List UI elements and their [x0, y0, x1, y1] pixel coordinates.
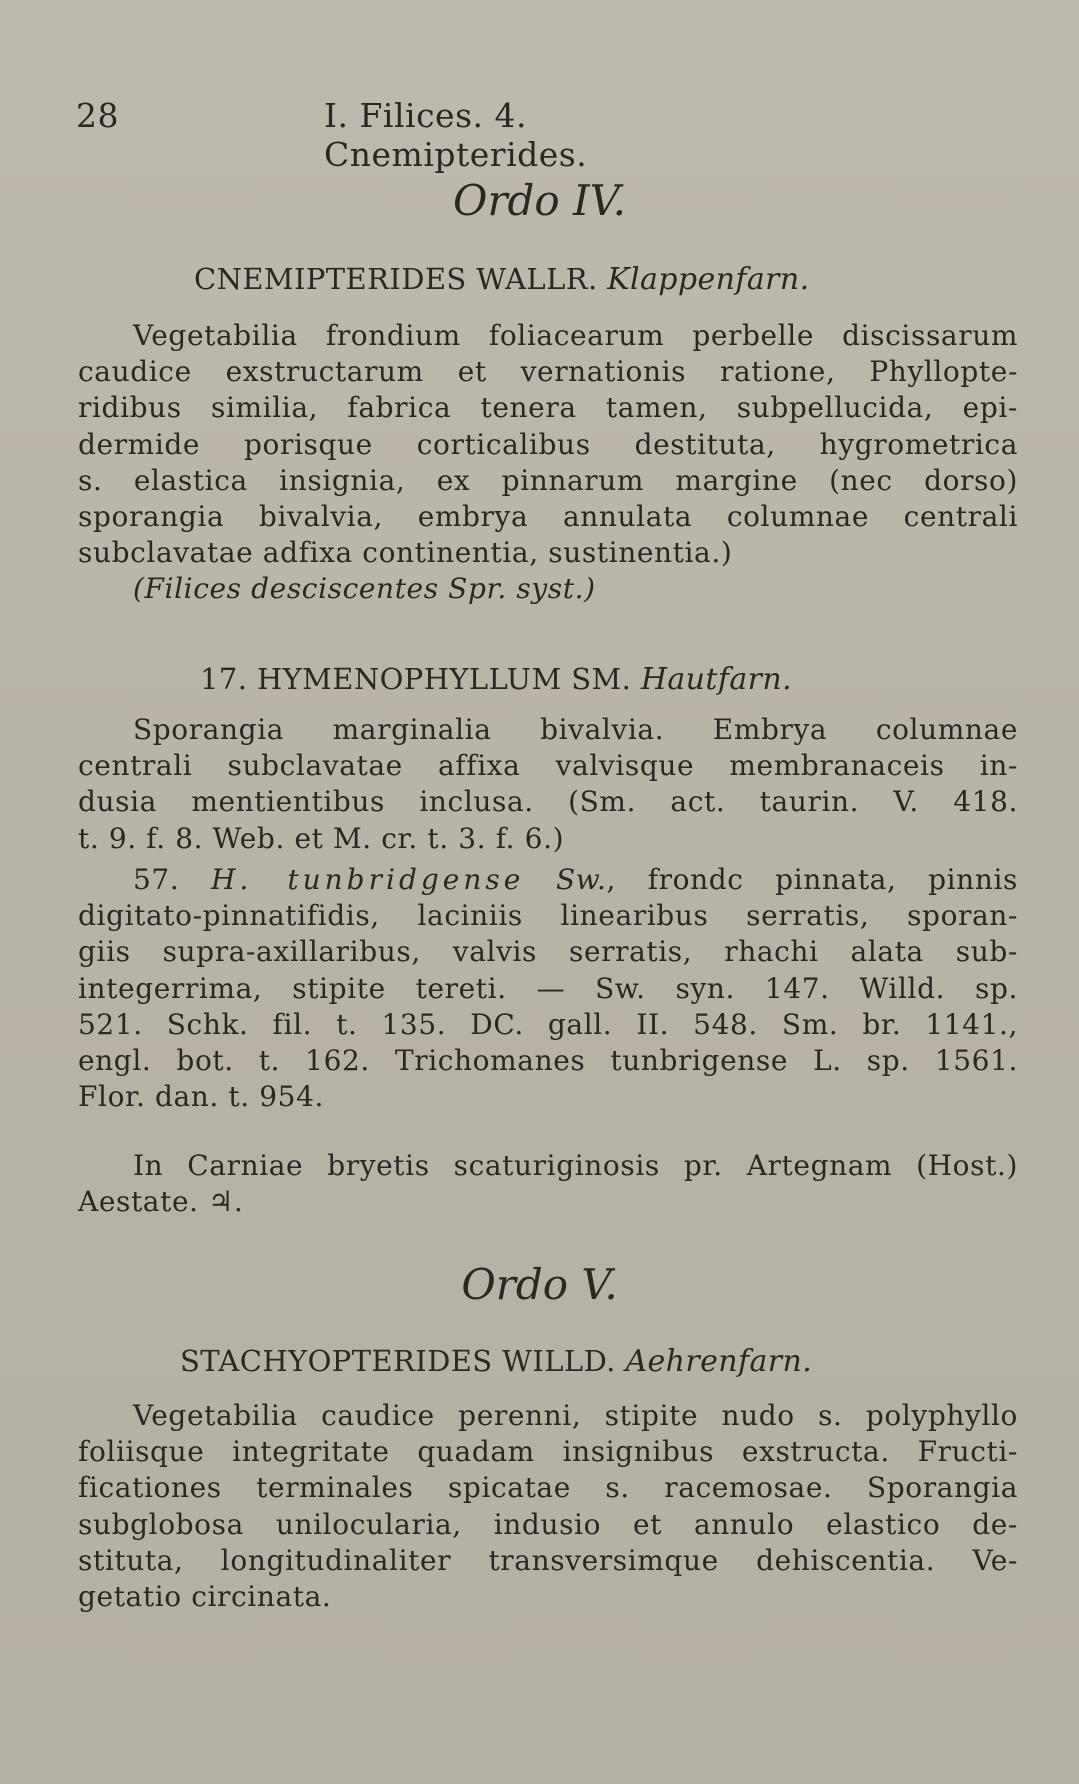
text-line: 521. Schk. fil. t. 135. DC. gall. II. 548. Sm. br. 1141., — [78, 1007, 1018, 1041]
text-line: Sporangia marginalia bivalvia. Embrya columnae — [133, 713, 1018, 746]
text-line: digitato-pinnatifidis, laciniis linearibus serratis, sporan- — [78, 899, 1018, 933]
text-line: getatio circinata. — [78, 1580, 332, 1614]
ordo-iv-title: Ordo IV. — [453, 176, 626, 225]
hymenophyllum-german: Hautfarn. — [640, 662, 793, 697]
text-line: foliisque integritate quadam insignibus exstructa. Fructi- — [78, 1435, 1018, 1469]
hymenophyllum-heading — [200, 662, 792, 697]
text-line: integerrima, stipite tereti. — Sw. syn. 147. Willd. sp. — [78, 971, 1018, 1005]
cnemipterides-german: Klappenfarn. — [607, 262, 810, 297]
text-line: sporangia bivalvia, embrya annulata columnae centrali — [78, 500, 1018, 534]
cnemipterides-name: CNEMIPTERIDES WALLR. — [194, 262, 598, 296]
species-57-entry — [78, 862, 1018, 1115]
text-line: giis supra-axillaribus, valvis serratis, rhachi alata sub- — [78, 935, 1018, 969]
text-line: In Carniae bryetis scaturiginosis pr. Artegnam (Host.) — [133, 1149, 1018, 1182]
text-line: (Filices desciscentes Spr. syst.) — [133, 572, 596, 606]
species-author: Sw. — [556, 863, 607, 896]
species-name: H. tunbridgense — [211, 863, 525, 896]
running-head: I. Filices. 4. Cnemipterides. — [324, 96, 588, 174]
species-diagnosis-start: frondc pinnata, pinnis — [647, 863, 1018, 896]
text-line: Vegetabilia frondium foliacearum perbelle discissarum — [133, 319, 1018, 352]
text-line: stituta, longitudinaliter transversimque dehiscentia. Ve- — [78, 1543, 1018, 1577]
species-number: 57. — [133, 863, 180, 896]
page-number: 28 — [76, 96, 119, 135]
hymenophyllum-description — [78, 712, 1018, 857]
text-line: dermide porisque corticalibus destituta, hygrometrica — [78, 427, 1018, 461]
text-line: dusia mentientibus inclusa. (Sm. act. taurin. V. 418. — [78, 785, 1018, 819]
text-line: ficationes terminales spicatae s. racemosae. Sporangia — [78, 1471, 1018, 1505]
cnemipterides-description — [78, 318, 1018, 608]
text-line: 57. H. tunbridgense Sw., frondc pinnata, pinnis — [133, 863, 1018, 896]
text-line: t. 9. f. 8. Web. et M. cr. t. 3. f. 6.) — [78, 821, 565, 855]
stachyopterides-description — [78, 1398, 1018, 1615]
text-line: Flor. dan. t. 954. — [78, 1080, 324, 1114]
text-line: subclavatae adfixa continentia, sustinentia.) — [78, 536, 733, 570]
text-line: ridibus similia, fabrica tenera tamen, subpellucida, epi- — [78, 391, 1018, 425]
stachyopterides-name: STACHYOPTERIDES WILLD. — [180, 1344, 616, 1378]
cnemipterides-heading — [194, 262, 810, 297]
text-line: caudice exstructarum et vernationis ratione, Phyllopte- — [78, 355, 1018, 389]
text-line: engl. bot. t. 162. Trichomanes tunbrigense L. sp. 1561. — [78, 1044, 1018, 1078]
text-line: centrali subclavatae affixa valvisque membranaceis in- — [78, 749, 1018, 783]
stachyopterides-heading — [180, 1344, 812, 1379]
text-line: s. elastica insignia, ex pinnarum margine (nec dorso) — [78, 463, 1018, 497]
text-line: subglobosa unilocularia, indusio et annulo elastico de- — [78, 1507, 1018, 1541]
species-57-habitat — [78, 1148, 1018, 1220]
text-line: Vegetabilia caudice perenni, stipite nudo s. polyphyllo — [133, 1399, 1018, 1432]
ordo-v-title: Ordo V. — [461, 1260, 618, 1309]
stachyopterides-german: Aehrenfarn. — [625, 1344, 813, 1379]
hymenophyllum-name: 17. HYMENOPHYLLUM SM. — [200, 662, 632, 696]
text-line: Aestate. ♃. — [78, 1185, 244, 1219]
